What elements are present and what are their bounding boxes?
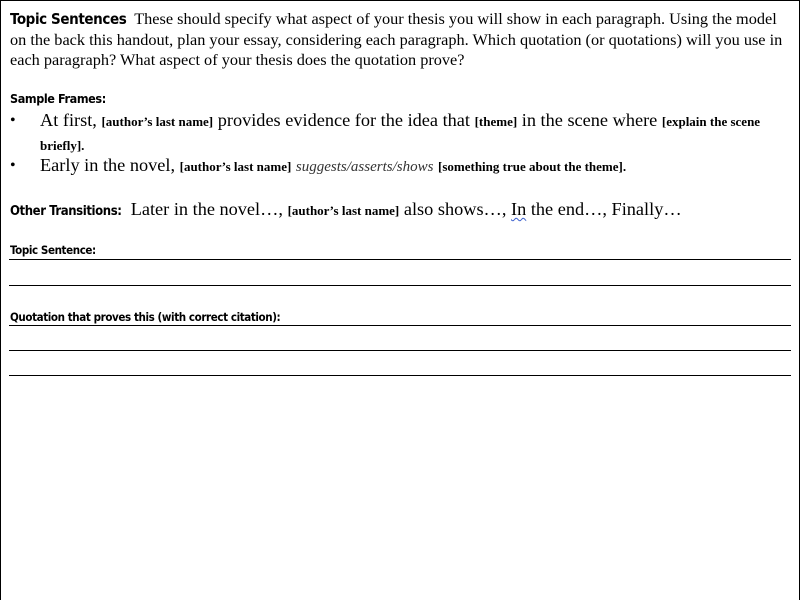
- bullet-marker: •: [10, 112, 16, 129]
- transition-text: also shows…,: [403, 199, 507, 219]
- frame-placeholder: [author’s last name]: [179, 159, 292, 174]
- frame-italic-verbs: suggests/asserts/shows: [295, 159, 434, 175]
- frame-placeholder: [something true about the theme].: [438, 159, 627, 174]
- quotation-line-1[interactable]: [9, 325, 791, 326]
- frame-text: provides evidence for the idea that: [217, 110, 470, 130]
- sample-frames-label: Sample Frames:: [10, 91, 106, 106]
- transition-text: Later in the novel…,: [130, 199, 283, 219]
- frame-placeholder: [author’s last name]: [101, 114, 214, 129]
- sample-frame-bullet-2: [10, 154, 790, 178]
- quotation-line-3[interactable]: [9, 375, 791, 376]
- sample-frame-bullet-1: [10, 109, 790, 155]
- frame-text: Early in the novel,: [40, 155, 176, 175]
- frame-text: in the scene where: [521, 110, 658, 130]
- transitions-label: Other Transitions:: [10, 204, 122, 219]
- topic-sentence-line-1[interactable]: [9, 259, 791, 260]
- quotation-line-2[interactable]: [9, 350, 791, 351]
- other-transitions: [10, 198, 790, 223]
- intro-paragraph: [10, 9, 790, 71]
- frame-text: At first,: [40, 110, 97, 130]
- spellcheck-flagged-word: In: [511, 199, 527, 219]
- quotation-label: Quotation that proves this (with correct citation):: [10, 310, 281, 324]
- bullet-text: [40, 154, 788, 179]
- intro-text: These should specify what aspect of your thesis you will show in each paragraph. Using the model on the back this handout, plan your essay, considering each paragraph. Which quotation (or quotations) will you use in each paragraph? What aspect of your thesis does the quotation prove?: [10, 9, 783, 69]
- bullet-text: [40, 109, 788, 157]
- intro-heading: Topic Sentences: [10, 10, 127, 28]
- frame-placeholder: [explain the scene briefly].: [40, 114, 761, 153]
- topic-sentence-line-2[interactable]: [9, 285, 791, 286]
- frame-placeholder: [theme]: [474, 114, 518, 129]
- topic-sentence-label: Topic Sentence:: [10, 243, 96, 257]
- bullet-marker: •: [10, 157, 16, 174]
- transition-placeholder: [author’s last name]: [287, 203, 400, 218]
- transition-text: the end…, Finally…: [530, 199, 682, 219]
